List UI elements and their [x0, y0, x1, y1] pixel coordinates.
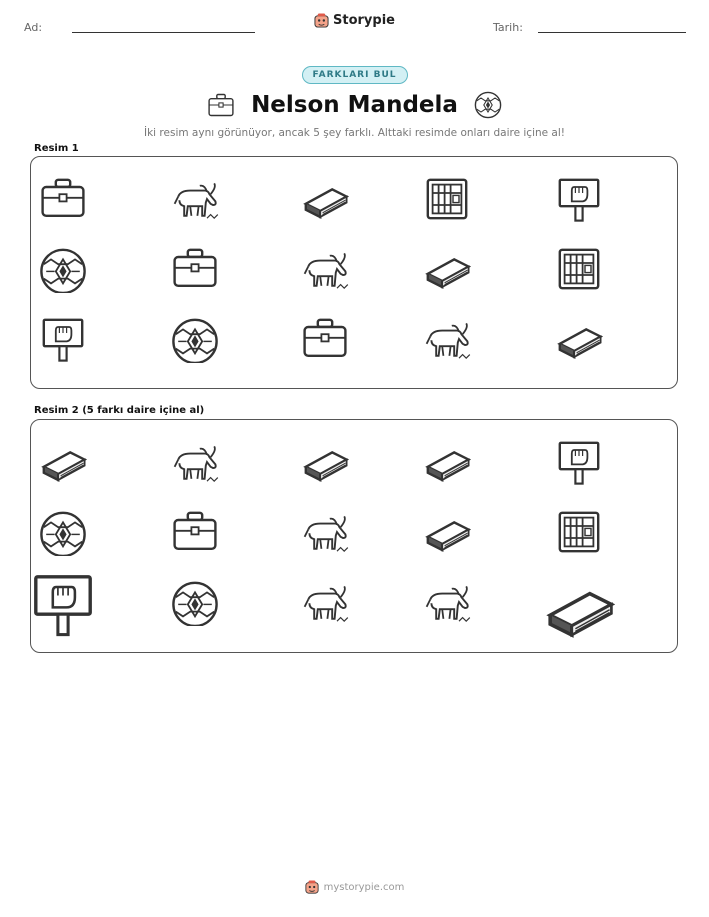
picture-cell — [301, 245, 349, 293]
brand-name: Storypie — [333, 13, 395, 28]
picture-cell — [555, 245, 603, 293]
african-shield-icon — [474, 91, 502, 119]
cattle-icon — [171, 175, 219, 223]
picture-cell — [423, 175, 471, 223]
picture-cell — [301, 175, 349, 223]
african-shield-icon — [171, 578, 219, 626]
prison-door-icon — [423, 175, 471, 223]
protest-sign-icon — [39, 315, 87, 363]
book-icon — [423, 438, 471, 486]
footer-site: mystorypie.com — [323, 881, 405, 893]
picture-cell[interactable] — [543, 572, 615, 644]
picture-cell[interactable] — [301, 578, 349, 626]
picture-cell — [39, 175, 87, 223]
african-shield-icon — [171, 315, 219, 363]
picture-cell[interactable] — [423, 438, 471, 486]
cattle-icon — [423, 578, 471, 626]
protest-sign-icon — [555, 175, 603, 223]
picture-cell[interactable] — [555, 508, 603, 556]
picture-cell — [423, 245, 471, 293]
picture-cell — [171, 245, 219, 293]
picture-cell[interactable] — [301, 438, 349, 486]
picture-2-label: Resim 2 (5 farkı daire içine al) — [34, 405, 205, 416]
book-icon — [301, 438, 349, 486]
picture-cell[interactable] — [39, 438, 87, 486]
prison-door-icon — [555, 245, 603, 293]
picture-cell[interactable] — [555, 438, 603, 486]
name-label: Ad: — [24, 21, 43, 34]
briefcase-icon — [171, 508, 219, 556]
book-icon — [423, 508, 471, 556]
picture-cell[interactable] — [171, 438, 219, 486]
cattle-icon — [171, 438, 219, 486]
prison-door-icon — [555, 508, 603, 556]
briefcase-icon — [301, 315, 349, 363]
name-field[interactable] — [72, 32, 255, 33]
cattle-icon — [301, 245, 349, 293]
picture-1-label: Resim 1 — [34, 143, 79, 154]
african-shield-icon — [39, 508, 87, 556]
cattle-icon — [423, 315, 471, 363]
protest-sign-icon — [555, 438, 603, 486]
picture-cell — [171, 175, 219, 223]
date-field[interactable] — [538, 32, 686, 33]
picture-cell[interactable] — [423, 578, 471, 626]
african-shield-icon — [39, 245, 87, 293]
picture-cell[interactable] — [423, 508, 471, 556]
picture-cell — [39, 245, 87, 293]
book-icon — [39, 438, 87, 486]
book-icon — [301, 175, 349, 223]
date-label: Tarih: — [493, 21, 523, 34]
page-title: Nelson Mandela — [251, 92, 458, 118]
picture-cell — [423, 315, 471, 363]
picture-cell[interactable] — [29, 570, 97, 638]
footer — [0, 880, 709, 894]
picture-cell — [39, 315, 87, 363]
briefcase-icon — [171, 245, 219, 293]
worksheet-type-badge: FARKLARI BUL — [302, 66, 408, 84]
brand — [0, 13, 709, 28]
picture-cell[interactable] — [171, 508, 219, 556]
storypie-logo-icon — [305, 880, 319, 894]
briefcase-icon — [207, 93, 235, 117]
briefcase-icon — [39, 175, 87, 223]
picture-cell — [301, 315, 349, 363]
picture-cell — [555, 175, 603, 223]
cattle-icon — [301, 578, 349, 626]
picture-cell — [171, 315, 219, 363]
picture-2-panel — [30, 419, 678, 653]
picture-cell[interactable] — [171, 578, 219, 626]
book-icon — [555, 315, 603, 363]
cattle-icon — [301, 508, 349, 556]
book-icon — [423, 245, 471, 293]
picture-cell — [555, 315, 603, 363]
picture-cell[interactable] — [301, 508, 349, 556]
picture-cell[interactable] — [39, 508, 87, 556]
picture-1-panel — [30, 156, 678, 389]
instructions: İki resim aynı görünüyor, ancak 5 şey farklı. Alttaki resimde onları daire içine al! — [144, 127, 565, 139]
book-icon — [543, 572, 615, 644]
storypie-logo-icon — [314, 13, 329, 28]
protest-sign-icon — [29, 570, 97, 638]
